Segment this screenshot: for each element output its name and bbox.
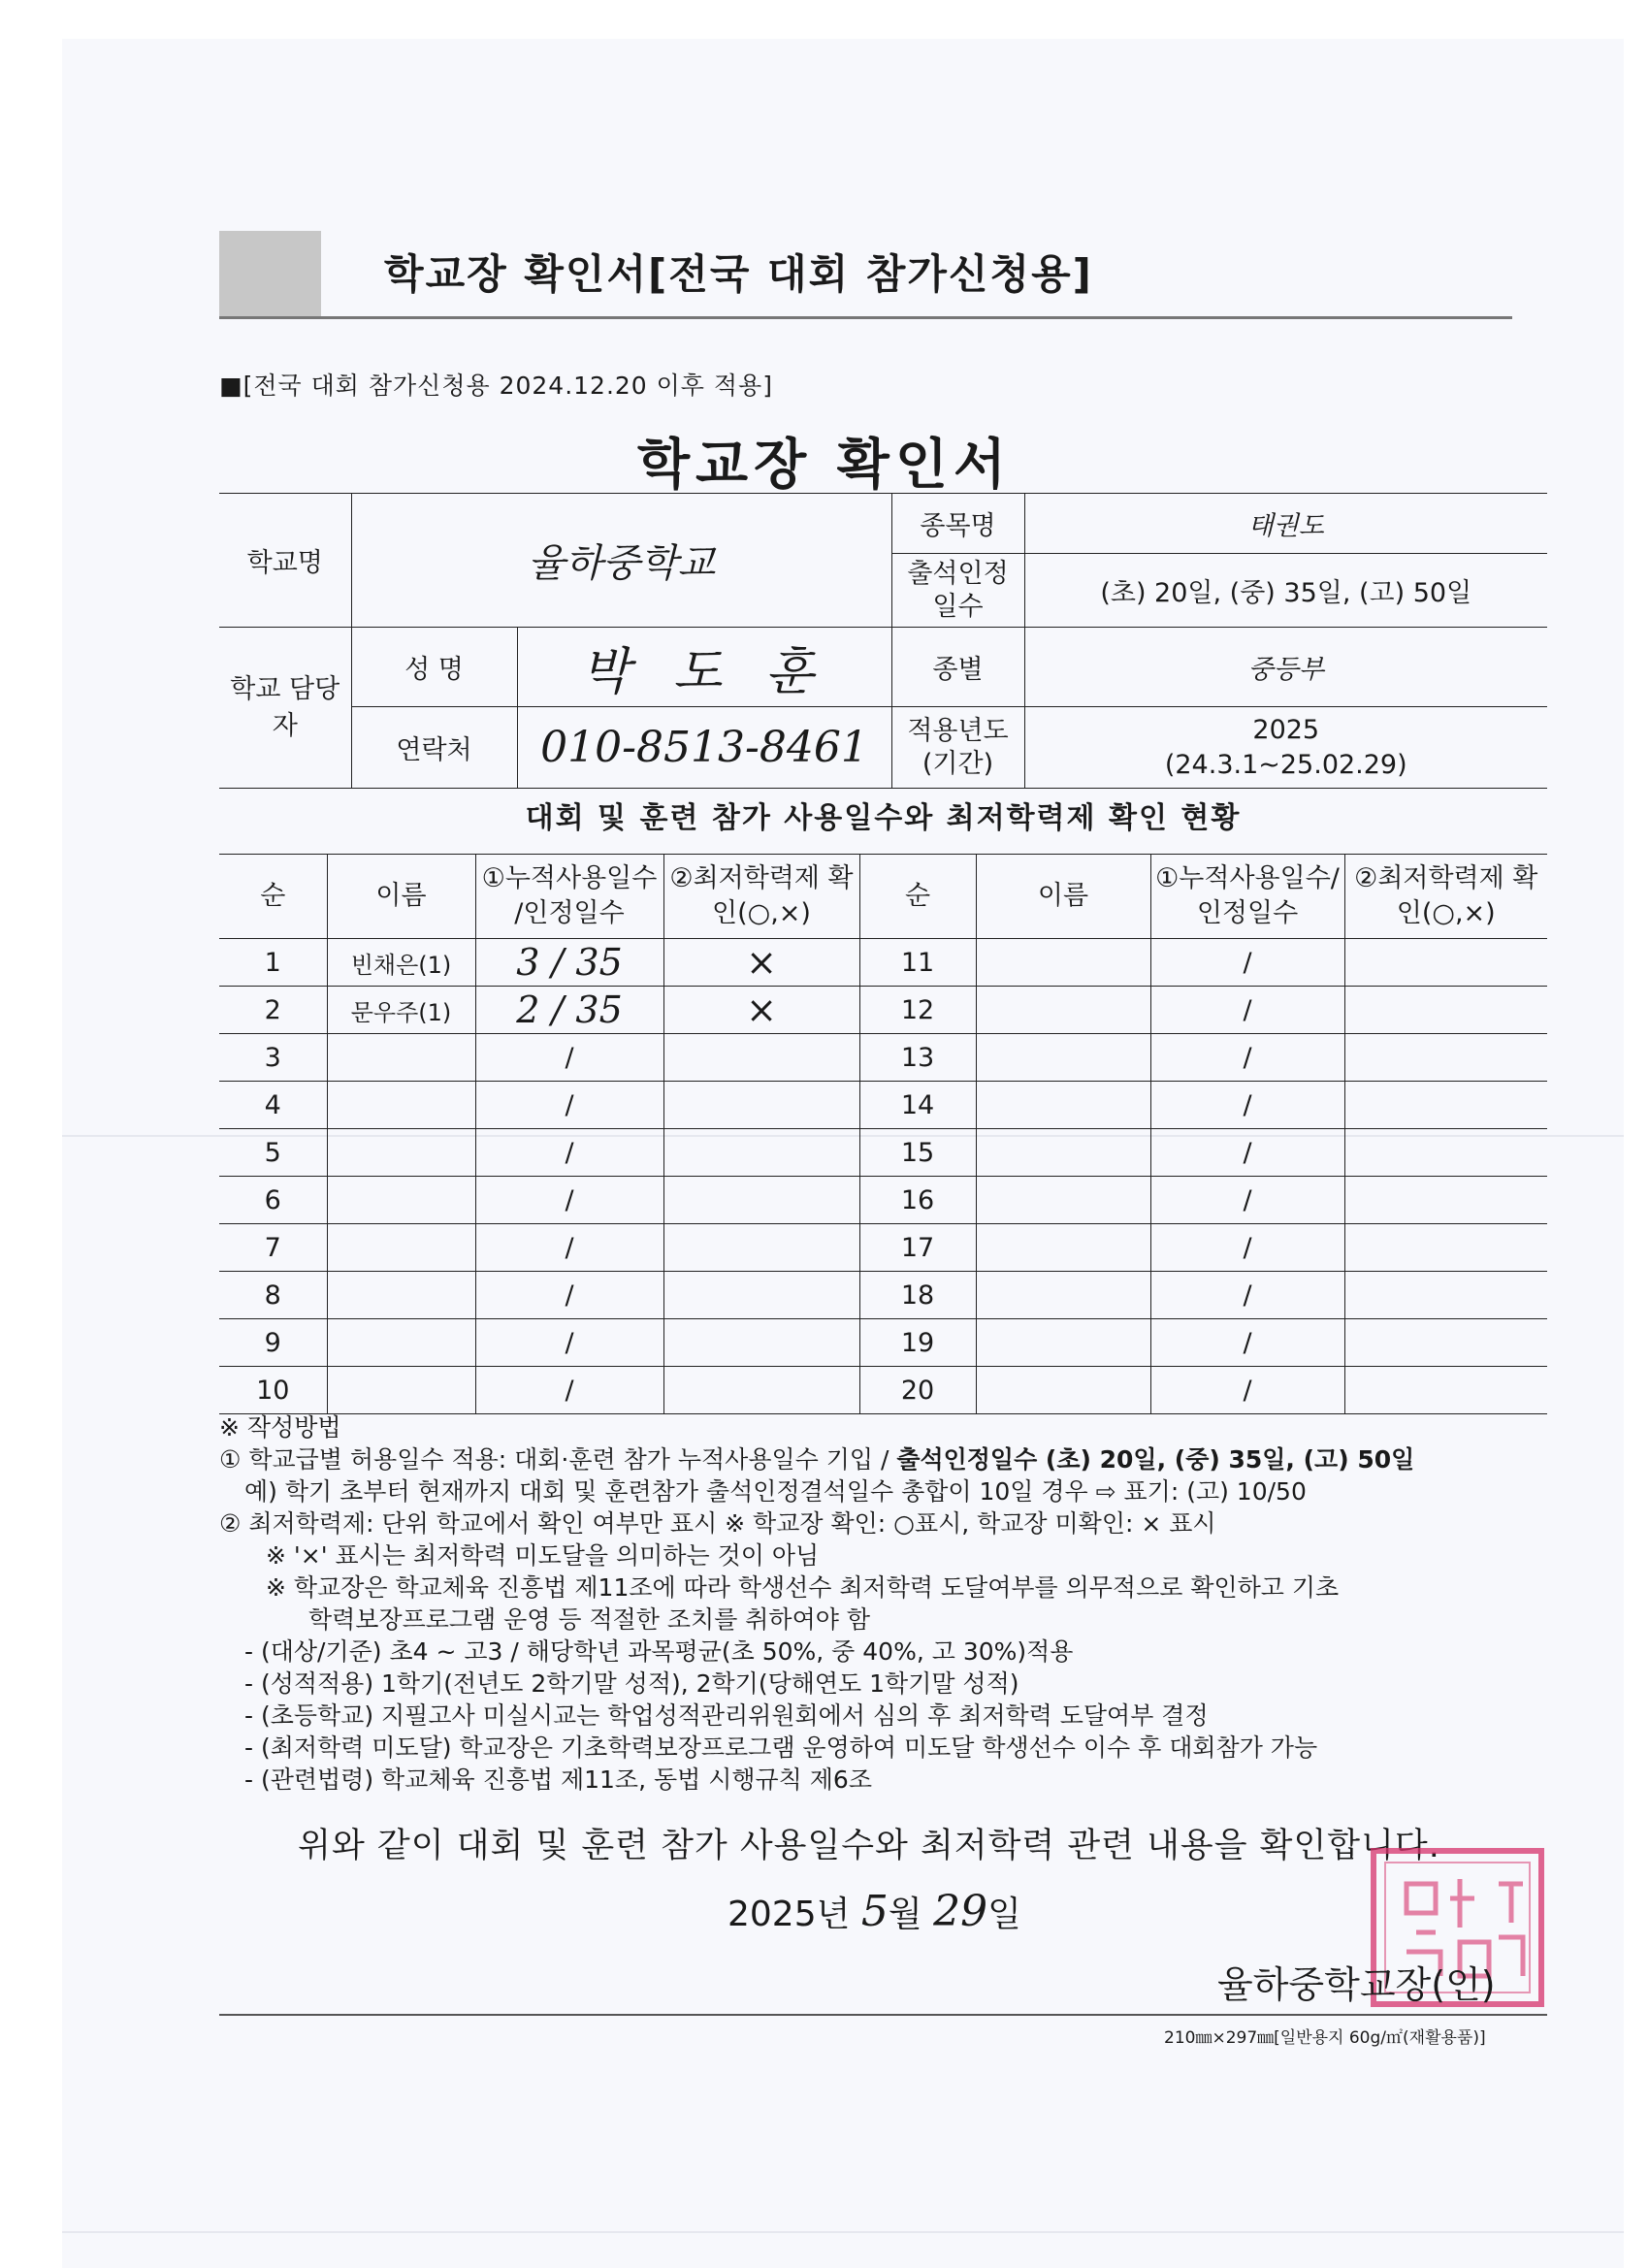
event-value: 태권도 xyxy=(1024,494,1547,554)
attendance-label: 출석인정 일수 xyxy=(891,554,1024,628)
event-label: 종목명 xyxy=(891,494,1024,554)
row-number: 9 xyxy=(219,1319,327,1367)
row-number: 16 xyxy=(859,1177,976,1224)
row-number: 14 xyxy=(859,1082,976,1129)
student-name xyxy=(976,1319,1150,1367)
manager-name-value: 박 도 훈 xyxy=(517,628,891,707)
method-item-1 xyxy=(219,1443,1558,1475)
row-number: 13 xyxy=(859,1034,976,1082)
method-bullet: - (관련법령) 학교체육 진흥법 제11조, 동법 시행규칙 제6조 xyxy=(244,1766,872,1794)
student-name xyxy=(976,1224,1150,1272)
academic-check: × xyxy=(663,939,859,987)
row-number: 3 xyxy=(219,1034,327,1082)
header-days-left: ①누적사용일수 /인정일수 xyxy=(475,855,663,939)
days-used: / xyxy=(475,1319,663,1367)
row-number: 15 xyxy=(859,1129,976,1177)
academic-check xyxy=(663,1367,859,1414)
row-number: 12 xyxy=(859,987,976,1034)
row-number: 2 xyxy=(219,987,327,1034)
row-number: 5 xyxy=(219,1129,327,1177)
student-name xyxy=(327,1319,475,1367)
student-name xyxy=(976,1082,1150,1129)
table-row xyxy=(219,1129,1547,1177)
student-name xyxy=(327,1177,475,1224)
days-used: / xyxy=(475,1177,663,1224)
writing-instructions xyxy=(219,1411,1558,1796)
academic-check xyxy=(1344,1224,1547,1272)
student-name xyxy=(327,1129,475,1177)
method-bullet: - (초등학교) 지필고사 미실시교는 학업성적관리위원회에서 심의 후 최저학력 도달여부 결정 xyxy=(244,1701,1209,1730)
division-label: 종별 xyxy=(891,628,1024,707)
table-row xyxy=(219,1367,1547,1414)
header-name-left: 이름 xyxy=(327,855,475,939)
header-days-right: ①누적사용일수/ 인정일수 xyxy=(1150,855,1344,939)
academic-check xyxy=(1344,1272,1547,1319)
title-gray-box xyxy=(219,231,321,316)
table-row xyxy=(219,939,1547,987)
days-used: / xyxy=(1150,1082,1344,1129)
academic-check xyxy=(1344,1034,1547,1082)
row-number: 7 xyxy=(219,1224,327,1272)
days-used: / xyxy=(475,1367,663,1414)
student-name: 빈채은(1) xyxy=(327,939,475,987)
days-used: / xyxy=(1150,1367,1344,1414)
bottom-divider xyxy=(219,2014,1547,2016)
academic-check xyxy=(1344,987,1547,1034)
method-bullet: - (최저학력 미도달) 학교장은 기초학력보장프로그램 운영하여 미도달 학생선수 이수 후 대회참가 가능 xyxy=(244,1733,1318,1762)
division-value: 중등부 xyxy=(1024,628,1547,707)
period-value: (24.3.1~25.02.29) xyxy=(1164,749,1407,780)
row-number: 4 xyxy=(219,1082,327,1129)
days-used: / xyxy=(475,1034,663,1082)
document-title: 학교장 확인서 xyxy=(636,434,1013,497)
method-heading: ※ 작성방법 xyxy=(219,1413,341,1442)
academic-check: × xyxy=(663,987,859,1034)
method-note-2b: 학력보장프로그램 운영 등 적절한 조치를 취하여야 함 xyxy=(308,1605,870,1634)
paper-fold xyxy=(62,2231,1624,2233)
student-name: 문우주(1) xyxy=(327,987,475,1034)
days-used: / xyxy=(1150,1177,1344,1224)
row-number: 1 xyxy=(219,939,327,987)
row-number: 20 xyxy=(859,1367,976,1414)
days-used: / xyxy=(1150,1272,1344,1319)
academic-check xyxy=(1344,1319,1547,1367)
student-name xyxy=(976,1272,1150,1319)
days-used: / xyxy=(475,1224,663,1272)
student-name xyxy=(327,1367,475,1414)
roster-table xyxy=(219,854,1547,1414)
roster-title: 대회 및 훈련 참가 사용일수와 최저학력제 확인 현황 xyxy=(525,801,1242,835)
row-number: 8 xyxy=(219,1272,327,1319)
attendance-value: (초) 20일, (중) 35일, (고) 50일 xyxy=(1024,554,1547,628)
academic-check xyxy=(1344,1177,1547,1224)
academic-check xyxy=(663,1319,859,1367)
header-name-right: 이름 xyxy=(976,855,1150,939)
paper-spec: 210㎜×297㎜[일반용지 60g/㎡(재활용품)] xyxy=(1164,2028,1486,2048)
student-name xyxy=(327,1082,475,1129)
date-day: 29 xyxy=(933,1887,988,1936)
academic-check xyxy=(663,1082,859,1129)
days-used: 2 / 35 xyxy=(475,987,663,1034)
academic-check xyxy=(663,1224,859,1272)
days-used: 3 / 35 xyxy=(475,939,663,987)
principal-signature: 율하중학교장(인) xyxy=(1217,1963,1496,2006)
academic-check xyxy=(663,1129,859,1177)
method-item-1-example: 예) 학기 초부터 현재까지 대회 및 훈련참가 출석인정결석일수 총합이 10일 경우 ⇨ 표기: (고) 10/50 xyxy=(244,1477,1307,1506)
year-cell xyxy=(1024,707,1547,789)
table-row xyxy=(219,1272,1547,1319)
method-note-1: ※ '×' 표시는 최저학력 미도달을 의미하는 것이 아님 xyxy=(266,1541,820,1570)
days-used: / xyxy=(1150,939,1344,987)
student-name xyxy=(976,939,1150,987)
academic-check xyxy=(1344,1129,1547,1177)
method-item-1-bold: 출석인정일수 (초) 20일, (중) 35일, (고) 50일 xyxy=(896,1445,1415,1474)
method-item-1-text: ① 학교급별 허용일수 적용: 대회·훈련 참가 누적사용일수 기입 / xyxy=(219,1445,897,1474)
method-bullet: - (대상/기준) 초4 ~ 고3 / 해당학년 과목평균(초 50%, 중 40%, 고 30%)적용 xyxy=(244,1637,1074,1666)
student-name xyxy=(976,987,1150,1034)
header-no-left: 순 xyxy=(219,855,327,939)
title-underline xyxy=(219,316,1512,319)
row-number: 18 xyxy=(859,1272,976,1319)
student-name xyxy=(327,1034,475,1082)
days-used: / xyxy=(475,1272,663,1319)
table-row xyxy=(219,1177,1547,1224)
row-number: 11 xyxy=(859,939,976,987)
school-label: 학교명 xyxy=(219,494,351,628)
days-used: / xyxy=(1150,1319,1344,1367)
row-number: 6 xyxy=(219,1177,327,1224)
year-label: 적용년도 (기간) xyxy=(891,707,1024,789)
academic-check xyxy=(1344,1082,1547,1129)
academic-check xyxy=(1344,1367,1547,1414)
date-year: 2025년 xyxy=(728,1895,851,1934)
header-no-right: 순 xyxy=(859,855,976,939)
name-label: 성 명 xyxy=(351,628,517,707)
confirmation-statement: 위와 같이 대회 및 훈련 참가 사용일수와 최저학력 관련 내용을 확인합니다. xyxy=(298,1827,1440,1865)
academic-check xyxy=(663,1177,859,1224)
table-row xyxy=(219,1034,1547,1082)
contact-label: 연락처 xyxy=(351,707,517,789)
row-number: 17 xyxy=(859,1224,976,1272)
student-name xyxy=(327,1272,475,1319)
student-name xyxy=(976,1129,1150,1177)
notice-text: ■[전국 대회 참가신청용 2024.12.20 이후 적용] xyxy=(219,372,773,400)
signature-date xyxy=(728,1887,1021,1936)
academic-check xyxy=(663,1272,859,1319)
year-value: 2025 xyxy=(1252,714,1320,745)
contact-value: 010-8513-8461 xyxy=(517,707,891,789)
table-row xyxy=(219,1082,1547,1129)
method-bullet: - (성적적용) 1학기(전년도 2학기말 성적), 2학기(당해연도 1학기말 성적) xyxy=(244,1669,1019,1698)
student-name xyxy=(976,1367,1150,1414)
student-name xyxy=(976,1177,1150,1224)
table-row xyxy=(219,987,1547,1034)
student-name xyxy=(976,1034,1150,1082)
school-value: 율하중학교 xyxy=(351,494,891,628)
table-row xyxy=(219,1224,1547,1272)
header-check-right: ②최저학력제 확인(○,×) xyxy=(1344,855,1547,939)
main-title: 학교장 확인서[전국 대회 참가신청용] xyxy=(384,250,1093,298)
days-used: / xyxy=(1150,1034,1344,1082)
manager-label: 학교 담당자 xyxy=(219,628,351,789)
days-used: / xyxy=(475,1129,663,1177)
student-name xyxy=(327,1224,475,1272)
days-used: / xyxy=(475,1082,663,1129)
days-used: / xyxy=(1150,987,1344,1034)
method-note-2: ※ 학교장은 학교체육 진흥법 제11조에 따라 학생선수 최저학력 도달여부를 의무적으로 확인하고 기초 xyxy=(266,1573,1340,1602)
table-row xyxy=(219,1319,1547,1367)
date-month: 5 xyxy=(860,1887,889,1936)
days-used: / xyxy=(1150,1129,1344,1177)
method-item-2: ② 최저학력제: 단위 학교에서 확인 여부만 표시 ※ 학교장 확인: ○표시, 학교장 미확인: × 표시 xyxy=(219,1509,1216,1538)
academic-check xyxy=(663,1034,859,1082)
row-number: 10 xyxy=(219,1367,327,1414)
days-used: / xyxy=(1150,1224,1344,1272)
row-number: 19 xyxy=(859,1319,976,1367)
date-month-unit: 월 xyxy=(888,1895,922,1934)
title-block xyxy=(219,231,1512,318)
academic-check xyxy=(1344,939,1547,987)
date-day-unit: 일 xyxy=(987,1895,1021,1934)
info-table xyxy=(219,493,1547,789)
header-check-left: ②최저학력제 확인(○,×) xyxy=(663,855,859,939)
